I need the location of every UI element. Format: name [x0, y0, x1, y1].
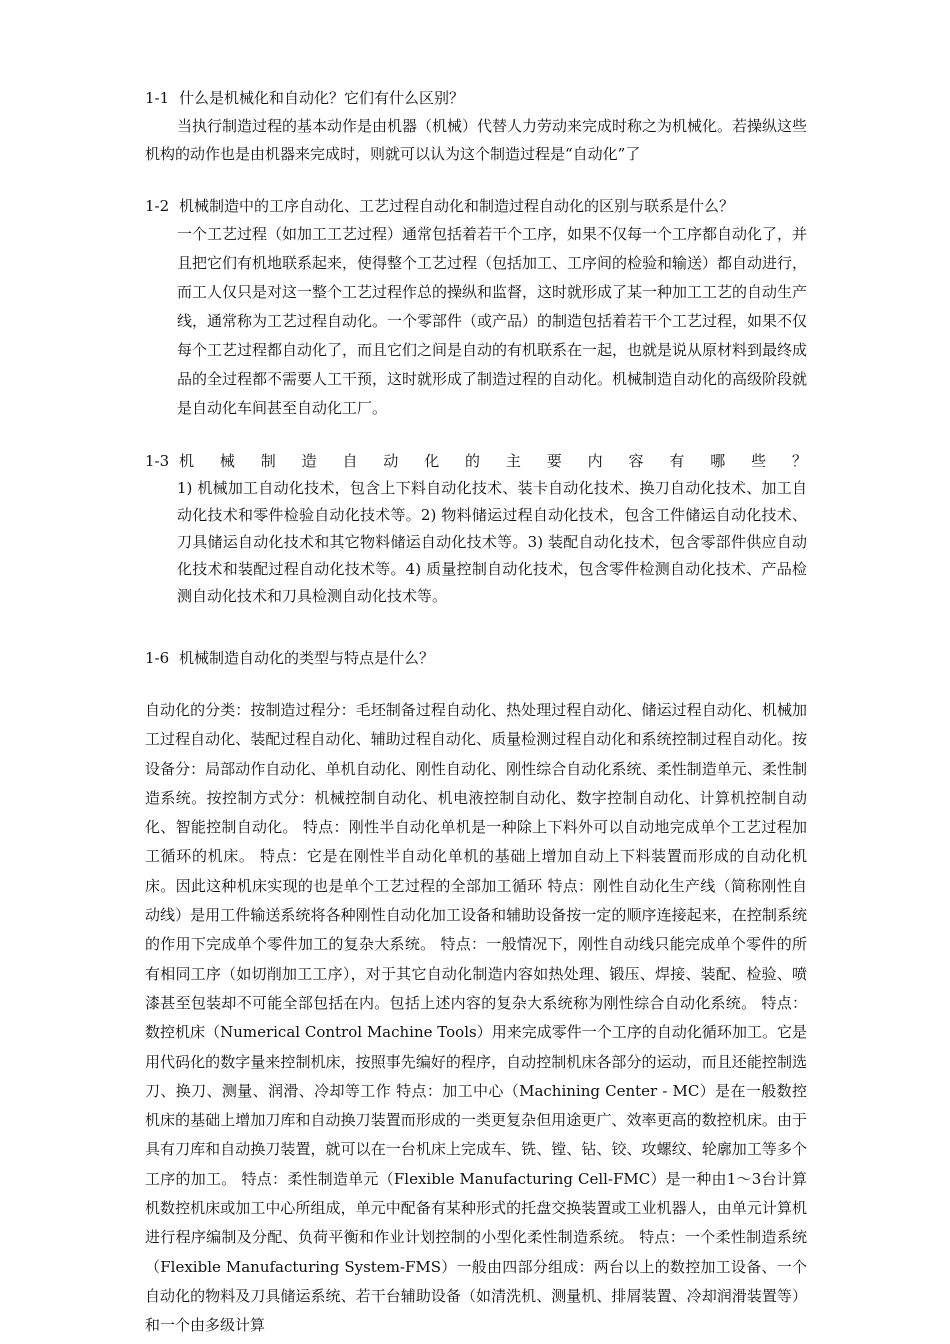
document-page — [145, 84, 807, 1341]
question-heading — [145, 84, 807, 112]
qa-block-1-6 — [145, 644, 807, 1341]
answer-paragraph: 一个工艺过程（如加工工艺过程）通常包括着若干个工序，如果不仅每一个工序都自动化了，并且把它们有机地联系起来，使得整个工艺过程（包括加工、工序间的检验和输送）都自动进行，而工人仅只是对这一整个工艺过程作总的操纵和监督，这时就形成了某一种加工工艺的自动生产线，通常称为工艺过程自动化。一个零部件（或产品）的制造包括着若干个工艺过程，如果不仅每个工艺过程都自动化了，而且它们之间是自动的有机联系在一起，也就是说从原材料到最终成品的全过程都不需要人工干预，这时就形成了制造过程的自动化。机械制造自动化的高级阶段就是自动化车间甚至自动化工厂。 — [177, 225, 808, 417]
qa-block-1-1 — [145, 84, 807, 168]
question-number: 1-6 — [145, 649, 170, 667]
question-heading — [145, 192, 807, 220]
qa-block-1-3 — [145, 447, 807, 610]
question-text: 机械制造自动化的主要内容有哪些？ — [179, 452, 807, 470]
question-text: 机械制造自动化的类型与特点是什么？ — [179, 649, 435, 667]
answer-paragraph: 1) 机械加工自动化技术，包含上下料自动化技术、装卡自动化技术、换刀自动化技术、加工自动化技术和零件检验自动化技术等。2) 物料储运过程自动化技术，包含工件储运自动化技术、刀具储运自动化技术和其它物料储运自动化技术等。3) 装配自动化技术，包含零部件供应自动化技术和装配过程自动化技术等。4) 质量控制自动化技术，包含零件检测自动化技术、产品检测自动化技术和刀具检测自动化技术等。 — [177, 479, 807, 605]
question-text: 什么是机械化和自动化？它们有什么区别？ — [179, 89, 465, 107]
question-number: 1-2 — [145, 197, 170, 215]
question-text: 机械制造中的工序自动化、工艺过程自动化和制造过程自动化的区别与联系是什么？ — [179, 197, 735, 215]
answer-paragraph: 当执行制造过程的基本动作是由机器（机械）代替人力劳动来完成时称之为机械化。若操纵这些机构的动作也是由机器来完成时，则就可以认为这个制造过程是“自动化”了 — [145, 117, 808, 163]
question-heading — [145, 644, 807, 672]
qa-block-1-2 — [145, 192, 807, 423]
question-number: 1-1 — [145, 89, 170, 107]
question-number: 1-3 — [145, 452, 170, 470]
answer-paragraph: 自动化的分类：按制造过程分：毛坯制备过程自动化、热处理过程自动化、储运过程自动化、机械加工过程自动化、装配过程自动化、辅助过程自动化、质量检测过程自动化和系统控制过程自动化。按设备分：局部动作自动化、单机自动化、刚性自动化、刚性综合自动化系统、柔性制造单元、柔性制造系统。按控制方式分：机械控制自动化、机电液控制自动化、数字控制自动化、计算机控制自动化、智能控制自动化。 特点：刚性半自动化单机是一种除上下料外可以自动地完成单个工艺过程加工循环的机床。 特点：它是在刚性半自动化单机的基础上增加自动上下料装置而形成的自动化机床。因此这种机床实现的也是单个工艺过程的全部加工循环 特点：刚性自动化生产线（简称刚性自动线）是用工件输送系统将各种刚性自动化加工设备和辅助设备按一定的顺序连接起来，在控制系统的作用下完成单个零件加工的复杂大系统。 特点：一般情况下，刚性自动线只能完成单个零件的所有相同工序（如切削加工工序），对于其它自动化制造内容如热处理、锻压、焊接、装配、检验、喷漆甚至包装却不可能全部包括在内。包括上述内容的复杂大系统称为刚性综合自动化系统。 特点：数控机床（Numerical Control Machine Tools）用来完成零件一个工序的自动化循环加工。它是用代码化的数字量来控制机床，按照事先编好的程序，自动控制机床各部分的运动，而且还能控制选刀、换刀、测量、润滑、冷却等工作 特点：加工中心（Machining Center - MC）是在一般数控机床的基础上增加刀库和自动换刀装置而形成的一类更复杂但用途更广、效率更高的数控机床。由于具有刀库和自动换刀装置，就可以在一台机床上完成车、铣、镗、钻、铰、攻螺纹、轮廓加工等多个工序的加工。 特点：柔性制造单元（Flexible Manufacturing Cell-FMC）是一种由1～3台计算机数控机床或加工中心所组成，单元中配备有某种形式的托盘交换装置或工业机器人，由单元计算机进行程序编制及分配、负荷平衡和作业计划控制的小型化柔性制造系统。 特点：一个柔性制造系统（Flexible Manufacturing System-FMS）一般由四部分组成：两台以上的数控加工设备、一个自动化的物料及刀具储运系统、若干台辅助设备（如清洗机、测量机、排屑装置、冷却润滑装置等）和一个由多级计算 — [145, 701, 807, 1335]
question-heading — [145, 447, 807, 475]
